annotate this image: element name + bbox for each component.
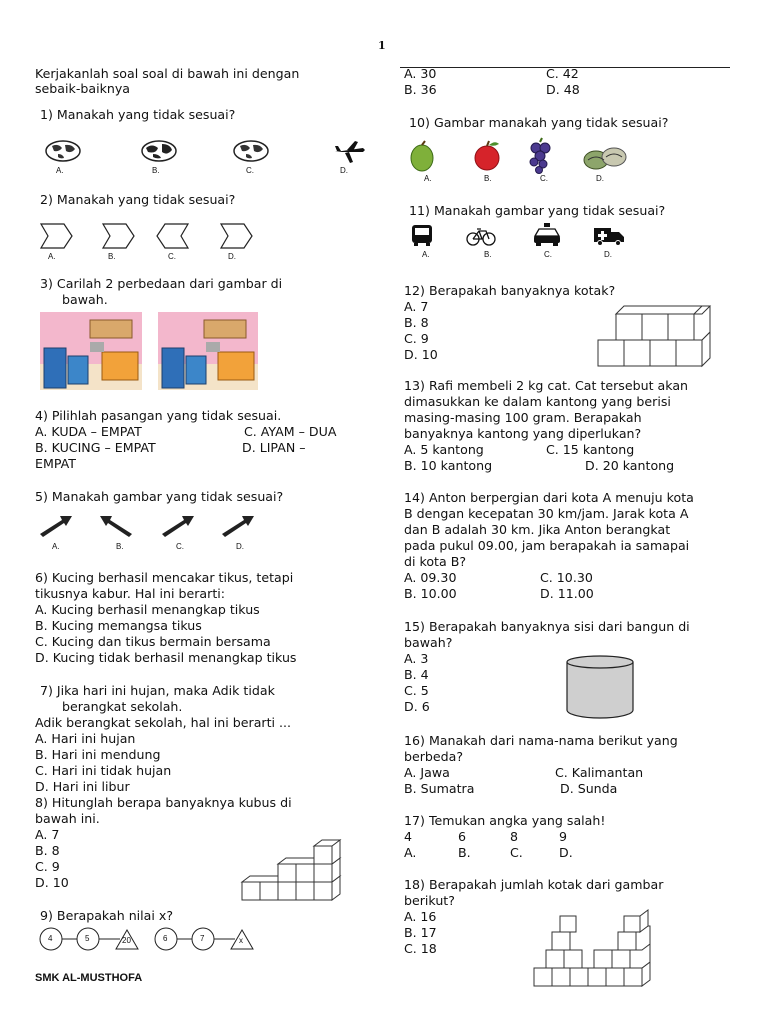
q8-option-c: C. 9 <box>35 859 60 874</box>
q1-airplane-icon <box>333 140 367 164</box>
q18-line-1: 18) Berapakah jumlah kotak dari gambar <box>404 877 664 892</box>
q7-option-a: A. Hari ini hujan <box>35 731 136 746</box>
q9-option-a: A. 30 <box>404 66 437 81</box>
q17-num-3: 8 <box>510 829 519 844</box>
q9-node-5: 7 <box>200 934 205 943</box>
q11-label-a: A. <box>422 250 430 259</box>
q2-label-d: D. <box>228 252 236 261</box>
q5-arrow-a-icon <box>38 512 76 538</box>
q6-line-2: tikusnya kabur. Hal ini berarti: <box>35 586 225 601</box>
q5-arrow-d-icon <box>220 512 258 538</box>
q5-label-c: C. <box>176 542 184 551</box>
q14-option-d: D. 11.00 <box>540 586 594 601</box>
q9-option-b: B. 36 <box>404 82 437 97</box>
q7-option-d: D. Hari ini libur <box>35 779 130 794</box>
q13-line-3: masing-masing 100 gram. Berapakah <box>404 410 642 425</box>
q10-text: 10) Gambar manakah yang tidak sesuai? <box>409 115 669 130</box>
q4-option-a: A. KUDA – EMPAT <box>35 424 142 439</box>
q9-option-c: C. 42 <box>546 66 579 81</box>
q11-bus-icon <box>410 223 434 247</box>
q10-label-c: C. <box>540 174 548 183</box>
q10-guava-icon <box>408 140 436 172</box>
q17-num-4: 9 <box>559 829 568 844</box>
q11-label-c: C. <box>544 250 552 259</box>
q17-text: 17) Temukan angka yang salah! <box>404 813 606 828</box>
q1-label-c: C. <box>246 166 254 175</box>
q2-text: 2) Manakah yang tidak sesuai? <box>40 192 236 207</box>
q14-line-3: dan B adalah 30 km. Jika Anton berangkat <box>404 522 671 537</box>
q1-globe-a-icon <box>44 140 84 165</box>
footer-school: SMK AL-MUSTHOFA <box>35 972 143 984</box>
q11-text: 11) Manakah gambar yang tidak sesuai? <box>409 203 666 218</box>
q1-label-a: A. <box>56 166 64 175</box>
q15-option-c: C. 5 <box>404 683 429 698</box>
q5-label-b: B. <box>116 542 124 551</box>
q9-sequence-diagram <box>38 927 258 951</box>
q13-line-4: banyaknya kantong yang diperlukan? <box>404 426 642 441</box>
q18-option-b: B. 17 <box>404 925 437 940</box>
q12-text: 12) Berapakah banyaknya kotak? <box>404 283 616 298</box>
q11-ambulance-icon <box>593 224 625 246</box>
q13-option-c: C. 15 kantong <box>546 442 635 457</box>
q4-option-d-cont: EMPAT <box>35 456 76 471</box>
q13-option-d: D. 20 kantong <box>585 458 675 473</box>
q9-node-4: 6 <box>163 934 168 943</box>
q4-option-c: C. AYAM – DUA <box>244 424 337 439</box>
q11-bicycle-icon <box>466 226 496 246</box>
q2-label-b: B. <box>108 252 116 261</box>
q15-option-d: D. 6 <box>404 699 430 714</box>
q12-option-c: C. 9 <box>404 331 429 346</box>
q12-option-d: D. 10 <box>404 347 438 362</box>
q6-option-d: D. Kucing tidak berhasil menangkap tikus <box>35 650 297 665</box>
q5-label-d: D. <box>236 542 244 551</box>
q18-box-figure <box>532 914 656 988</box>
q3-kitchen-image-right <box>158 312 258 390</box>
q10-grapes-icon <box>528 138 554 174</box>
q9-node-3: 20 <box>122 936 131 945</box>
q17-num-2: 6 <box>458 829 467 844</box>
q16-option-c: C. Kalimantan <box>555 765 644 780</box>
q10-label-d: D. <box>596 174 604 183</box>
q1-text: 1) Manakah yang tidak sesuai? <box>40 107 236 122</box>
q12-box-figure <box>596 304 714 368</box>
q10-label-b: B. <box>484 174 492 183</box>
q8-line-1: 8) Hitunglah berapa banyaknya kubus di <box>35 795 292 810</box>
q17-label-b: B. <box>458 845 471 860</box>
q8-option-a: A. 7 <box>35 827 60 842</box>
q17-label-d: D. <box>559 845 573 860</box>
q8-option-d: D. 10 <box>35 875 69 890</box>
q13-option-a: A. 5 kantong <box>404 442 484 457</box>
q6-option-c: C. Kucing dan tikus bermain bersama <box>35 634 271 649</box>
q12-option-b: B. 8 <box>404 315 429 330</box>
q9-option-d: D. 48 <box>546 82 580 97</box>
q2-chevron-d-icon <box>220 222 254 250</box>
q1-label-b: B. <box>152 166 160 175</box>
intro-line-1: Kerjakanlah soal soal di bawah ini dengan <box>35 66 300 81</box>
q4-text: 4) Pilihlah pasangan yang tidak sesuai. <box>35 408 282 423</box>
q14-option-a: A. 09.30 <box>404 570 457 585</box>
q11-label-d: D. <box>604 250 612 259</box>
q9-text: 9) Berapakah nilai x? <box>40 908 174 923</box>
q2-chevron-c-icon <box>155 222 189 250</box>
q11-police-car-icon <box>532 222 562 248</box>
q15-option-b: B. 4 <box>404 667 429 682</box>
q7-line-2: berangkat sekolah. <box>62 699 183 714</box>
intro-line-2: sebaik-baiknya <box>35 81 131 96</box>
q17-num-1: 4 <box>404 829 413 844</box>
q16-option-a: A. Jawa <box>404 765 450 780</box>
q2-label-c: C. <box>168 252 176 261</box>
q14-option-c: C. 10.30 <box>540 570 593 585</box>
q15-cylinder-figure <box>565 654 635 720</box>
q3-line-1: 3) Carilah 2 perbedaan dari gambar di <box>40 276 283 291</box>
q3-kitchen-image-left <box>40 312 142 390</box>
q7-option-c: C. Hari ini tidak hujan <box>35 763 172 778</box>
q2-chevron-a-icon <box>40 222 74 250</box>
q7-line-3: Adik berangkat sekolah, hal ini berarti ... <box>35 715 292 730</box>
q14-line-2: B dengan kecepatan 30 km/jam. Jarak kota A <box>404 506 689 521</box>
q9-node-1: 4 <box>48 934 53 943</box>
q1-label-d: D. <box>340 166 348 175</box>
q13-line-2: dimasukkan ke dalam kantong yang berisi <box>404 394 671 409</box>
q15-line-2: bawah? <box>404 635 453 650</box>
q2-label-a: A. <box>48 252 56 261</box>
q14-option-b: B. 10.00 <box>404 586 457 601</box>
q8-line-2: bawah ini. <box>35 811 100 826</box>
q18-option-a: A. 16 <box>404 909 437 924</box>
q13-option-b: B. 10 kantong <box>404 458 493 473</box>
q15-line-1: 15) Berapakah banyaknya sisi dari bangun di <box>404 619 690 634</box>
q7-line-1: 7) Jika hari ini hujan, maka Adik tidak <box>40 683 275 698</box>
q14-line-5: di kota B? <box>404 554 467 569</box>
q15-option-a: A. 3 <box>404 651 429 666</box>
q9-node-6: x <box>239 936 243 945</box>
q7-option-b: B. Hari ini mendung <box>35 747 161 762</box>
q5-text: 5) Manakah gambar yang tidak sesuai? <box>35 489 284 504</box>
q18-line-2: berikut? <box>404 893 455 908</box>
q8-cube-staircase-figure <box>240 834 344 904</box>
page-number: 1 <box>378 39 386 52</box>
q18-option-c: C. 18 <box>404 941 437 956</box>
q2-chevron-b-icon <box>102 222 136 250</box>
q1-globe-c-icon <box>232 140 272 165</box>
q14-line-1: 14) Anton berpergian dari kota A menuju kota <box>404 490 694 505</box>
q4-option-b: B. KUCING – EMPAT <box>35 440 156 455</box>
q1-globe-b-icon <box>140 140 180 165</box>
q5-label-a: A. <box>52 542 60 551</box>
q10-apple-icon <box>472 140 502 172</box>
q6-line-1: 6) Kucing berhasil mencakar tikus, tetapi <box>35 570 294 585</box>
q10-label-a: A. <box>424 174 432 183</box>
q3-line-2: bawah. <box>62 292 108 307</box>
q16-option-d: D. Sunda <box>560 781 618 796</box>
q16-option-b: B. Sumatra <box>404 781 475 796</box>
q11-label-b: B. <box>484 250 492 259</box>
q9-node-2: 5 <box>85 934 90 943</box>
q5-arrow-b-icon <box>98 512 136 538</box>
q10-vegetables-icon <box>582 144 628 172</box>
q16-line-1: 16) Manakah dari nama-nama berikut yang <box>404 733 678 748</box>
q14-line-4: pada pukul 09.00, jam berapakah ia samapai <box>404 538 690 553</box>
q13-line-1: 13) Rafi membeli 2 kg cat. Cat tersebut akan <box>404 378 689 393</box>
q5-arrow-c-icon <box>160 512 198 538</box>
q6-option-b: B. Kucing memangsa tikus <box>35 618 202 633</box>
q8-option-b: B. 8 <box>35 843 60 858</box>
q4-option-d: D. LIPAN – <box>242 440 306 455</box>
q6-option-a: A. Kucing berhasil menangkap tikus <box>35 602 260 617</box>
q12-option-a: A. 7 <box>404 299 429 314</box>
q16-line-2: berbeda? <box>404 749 464 764</box>
q17-label-a: A. <box>404 845 417 860</box>
q17-label-c: C. <box>510 845 523 860</box>
